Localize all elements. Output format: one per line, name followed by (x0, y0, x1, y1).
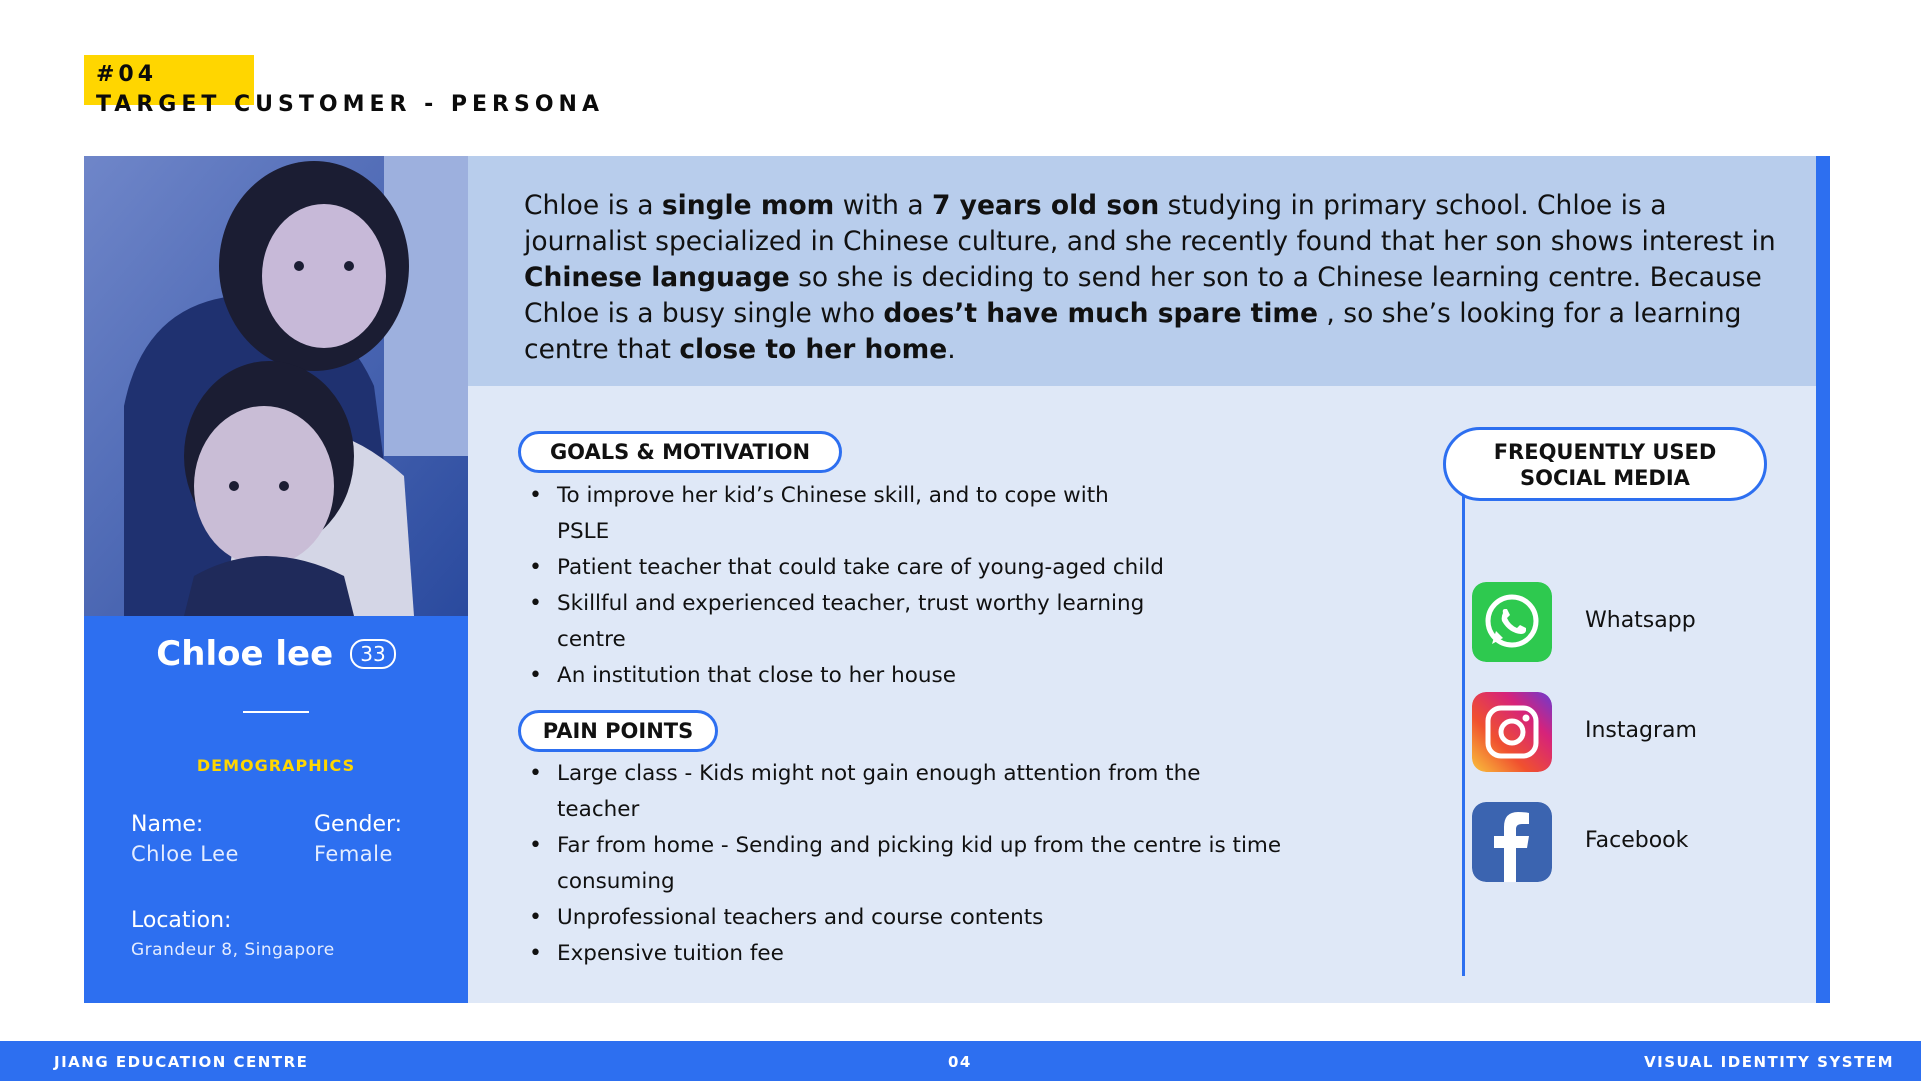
goal-item: • An institution that close to her house (525, 658, 1165, 694)
persona-photo (84, 156, 468, 616)
goals-list (525, 478, 1165, 694)
gender-label: Gender: (314, 812, 403, 837)
footer-brand: JIANG EDUCATION CENTRE (54, 1053, 309, 1071)
social-heading-line2: SOCIAL MEDIA (1520, 466, 1690, 490)
persona-summary (468, 156, 1816, 386)
profile-panel (84, 616, 468, 1003)
social-media-heading (1443, 427, 1767, 501)
footer-system-label: VISUAL IDENTITY SYSTEM (1644, 1053, 1894, 1071)
profile-header (84, 634, 468, 674)
social-heading-line1: FREQUENTLY USED (1493, 440, 1717, 464)
goal-item: • Patient teacher that could take care of young-aged child (525, 550, 1165, 586)
demographics-label: DEMOGRAPHICS (196, 756, 356, 775)
footer-bar (0, 1041, 1921, 1081)
footer-page-number: 04 (948, 1053, 972, 1071)
persona-card (84, 156, 1830, 1003)
location-label: Location: (131, 908, 232, 933)
goals-heading: GOALS & MOTIVATION (518, 431, 842, 473)
facebook-label: Facebook (1585, 828, 1689, 853)
name-value: Chloe Lee (131, 842, 239, 866)
pain-points-heading: PAIN POINTS (518, 710, 718, 752)
social-item-facebook (1472, 802, 1792, 882)
whatsapp-label: Whatsapp (1585, 608, 1696, 633)
gender-value: Female (314, 842, 393, 866)
pain-point-item: • Unprofessional teachers and course contents (525, 900, 1365, 936)
location-value: Grandeur 8, Singapore (131, 940, 335, 960)
instagram-label: Instagram (1585, 718, 1697, 743)
page-title: TARGET CUSTOMER - PERSONA (96, 92, 604, 117)
goal-item: • Skillful and experienced teacher, trust worthy learning centre (525, 586, 1165, 658)
card-accent-bar (1816, 156, 1830, 1003)
whatsapp-icon (1472, 582, 1552, 662)
pain-points-list (525, 756, 1365, 972)
pain-point-item: • Expensive tuition fee (525, 936, 1365, 972)
pain-point-item: • Large class - Kids might not gain enough attention from the teacher (525, 756, 1285, 828)
social-item-instagram (1472, 692, 1792, 772)
age-badge: 33 (350, 639, 395, 669)
column-divider (1462, 440, 1465, 976)
profile-divider (243, 711, 309, 713)
name-label: Name: (131, 812, 204, 837)
section-number: #04 (96, 62, 158, 87)
facebook-icon (1472, 802, 1552, 882)
persona-name: Chloe lee (156, 634, 334, 674)
instagram-icon (1472, 692, 1552, 772)
social-item-whatsapp (1472, 582, 1792, 662)
pain-point-item: • Far from home - Sending and picking kid up from the centre is time consuming (525, 828, 1325, 900)
summary-text: Chloe is a single mom with a 7 years old son studying in primary school. Chloe is a journalist specialized in Chinese culture, and she recently found that her son shows interest in Chinese language so she is deciding to send her son to a Chinese learning centre. Because Chloe is a busy single who does’t have much spare time , so she’s looking for a learning centre that close to her home. (524, 190, 1776, 365)
goal-item: • To improve her kid’s Chinese skill, and to cope with PSLE (525, 478, 1165, 550)
